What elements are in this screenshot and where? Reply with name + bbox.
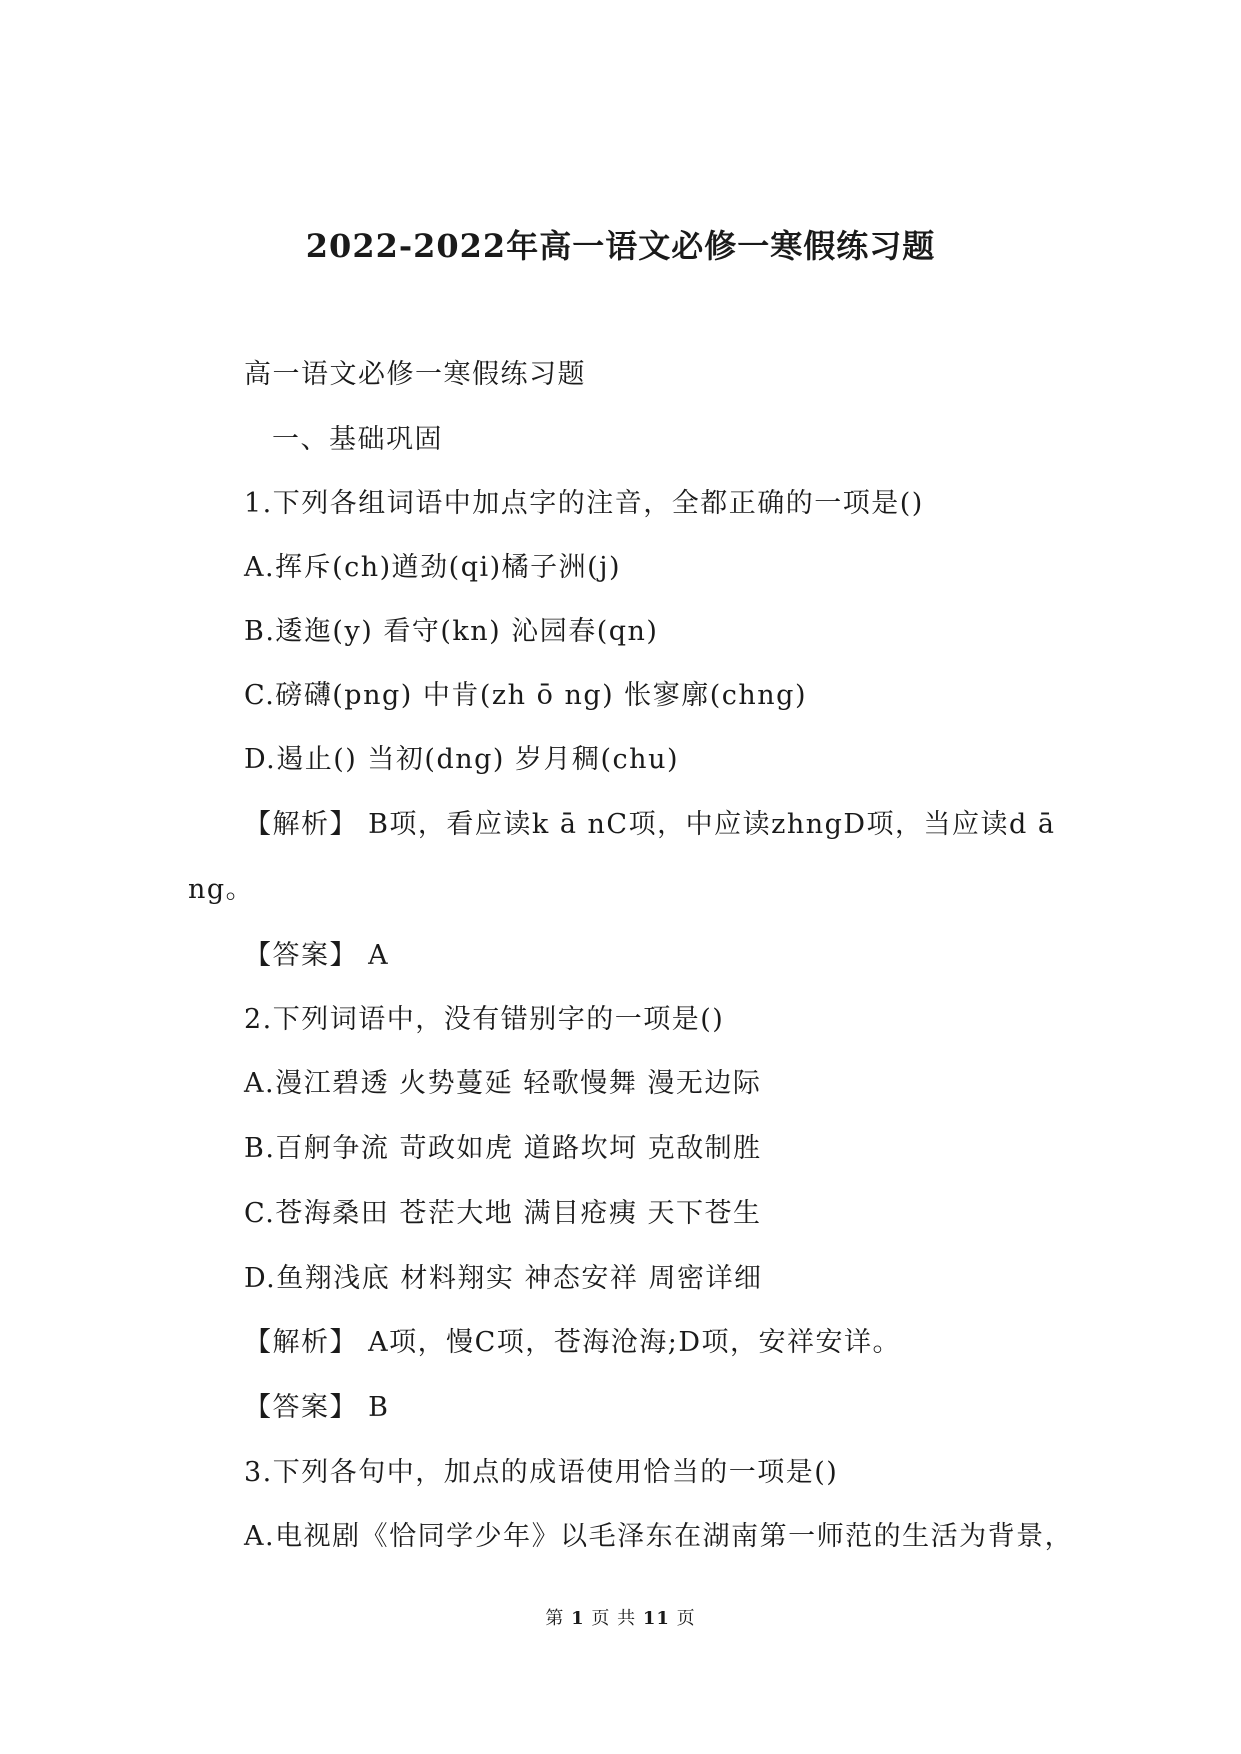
- document-title: 2022-2022年高一语文必修一寒假练习题: [305, 227, 936, 265]
- question-3: 3.下列各句中，加点的成语使用恰当的一项是(): [244, 1457, 839, 1488]
- section-heading: 高一语文必修一寒假练习题: [244, 359, 586, 390]
- footer-page-number: 1: [571, 1608, 585, 1629]
- question-2-option-a: A.漫江碧透 火势蔓延 轻歌慢舞 漫无边际: [244, 1068, 762, 1099]
- question-1-option-d: D.遏止() 当初(dng) 岁月稠(chu): [244, 744, 679, 775]
- subsection-heading: 一、基础巩固: [272, 424, 443, 455]
- question-2-option-d: D.鱼翔浅底 材料翔实 神态安祥 周密详细: [244, 1263, 763, 1294]
- question-3-option-a: A.电视剧《恰同学少年》以毛泽东在湖南第一师范的生活为背景，: [244, 1521, 1074, 1552]
- footer-suffix: 页: [676, 1608, 696, 1629]
- question-1: 1.下列各组词语中加点字的注音，全都正确的一项是(): [244, 488, 924, 519]
- question-1-option-c: C.磅礴(png) 中肯(zh ō ng) 怅寥廓(chng): [244, 680, 807, 711]
- footer-prefix: 第: [545, 1608, 565, 1629]
- question-2-answer: 【答案】 B: [244, 1392, 390, 1423]
- question-1-option-a: A.挥斥(ch)遒劲(qi)橘子洲(j): [244, 552, 622, 583]
- question-1-analysis-continued: ng。: [188, 874, 255, 905]
- question-1-analysis: 【解析】 B项，看应读k ā nC项，中应读zhngD项，当应读d ā: [244, 809, 1056, 840]
- question-2: 2.下列词语中，没有错别字的一项是(): [244, 1004, 725, 1035]
- question-1-answer: 【答案】 A: [244, 940, 390, 971]
- question-1-option-b: B.逶迤(y) 看守(kn) 沁园春(qn): [244, 616, 659, 647]
- footer-total-pages: 11: [642, 1608, 670, 1629]
- page-footer: [0, 1605, 1241, 1633]
- question-2-option-c: C.苍海桑田 苍茫大地 满目疮痍 天下苍生: [244, 1198, 762, 1229]
- question-2-analysis: 【解析】 A项，慢C项，苍海沧海;D项，安祥安详。: [244, 1327, 901, 1358]
- footer-middle: 页 共: [591, 1608, 637, 1629]
- question-2-option-b: B.百舸争流 苛政如虎 道路坎坷 克敌制胜: [244, 1133, 762, 1164]
